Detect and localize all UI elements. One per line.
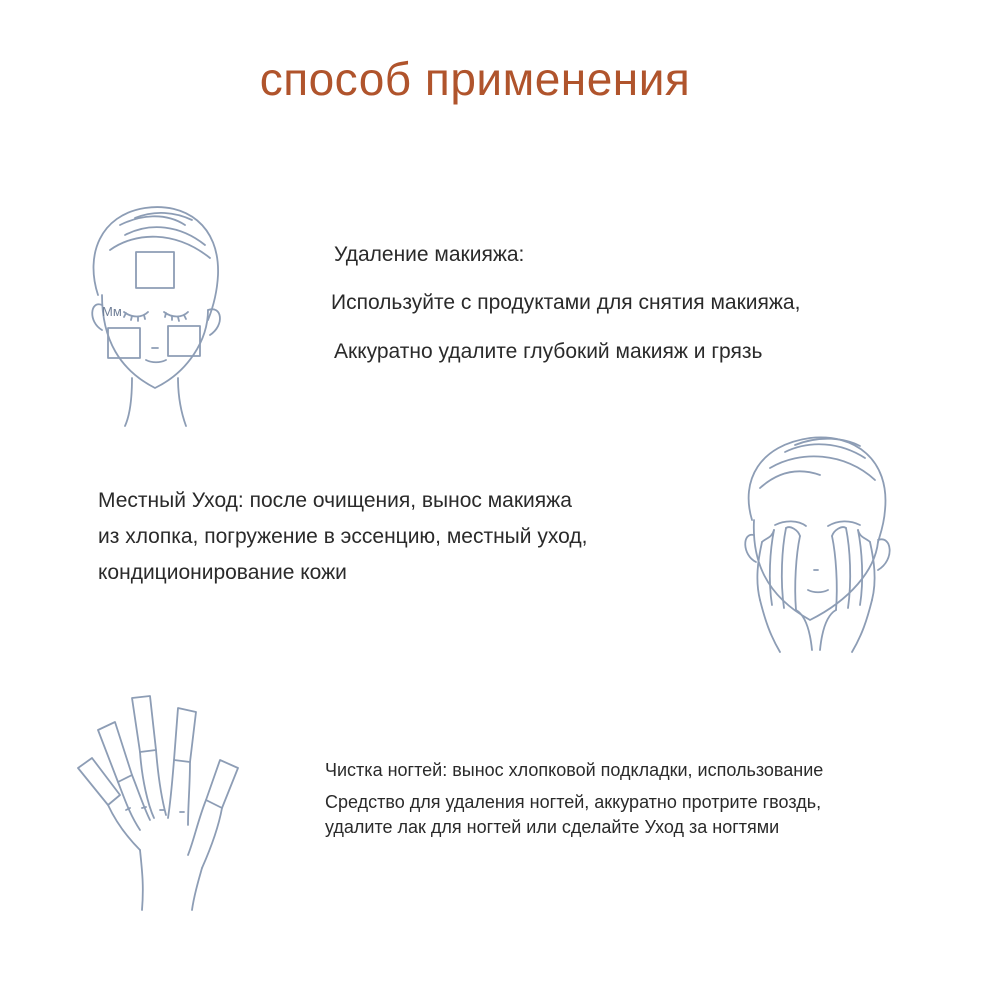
- watermark-text: Мм: [102, 304, 122, 319]
- section-2-line-2: из хлопка, погружение в эссенцию, местный уход,: [98, 525, 588, 548]
- section-2-line-3: кондиционирование кожи: [98, 561, 347, 584]
- section-1-line-3: Аккуратно удалите глубокий макияж и грязь: [334, 340, 763, 363]
- hand-with-cotton-tips-icon: [70, 690, 250, 915]
- face-with-hands-icon: [740, 430, 900, 660]
- section-2-line-1: Местный Уход: после очищения, вынос макияжа: [98, 489, 572, 512]
- page-title: способ применения: [259, 53, 691, 105]
- section-1-line-2: Используйте с продуктами для снятия макияжа,: [331, 291, 801, 314]
- section-1-heading: Удаление макияжа:: [334, 243, 525, 266]
- section-3-line-3: удалите лак для ногтей или сделайте Уход за ногтями: [325, 817, 780, 837]
- section-3-line-1: Чистка ногтей: вынос хлопковой подкладки, использование: [325, 760, 824, 780]
- section-3-line-2: Средство для удаления ногтей, аккуратно протрите гвоздь,: [325, 792, 822, 812]
